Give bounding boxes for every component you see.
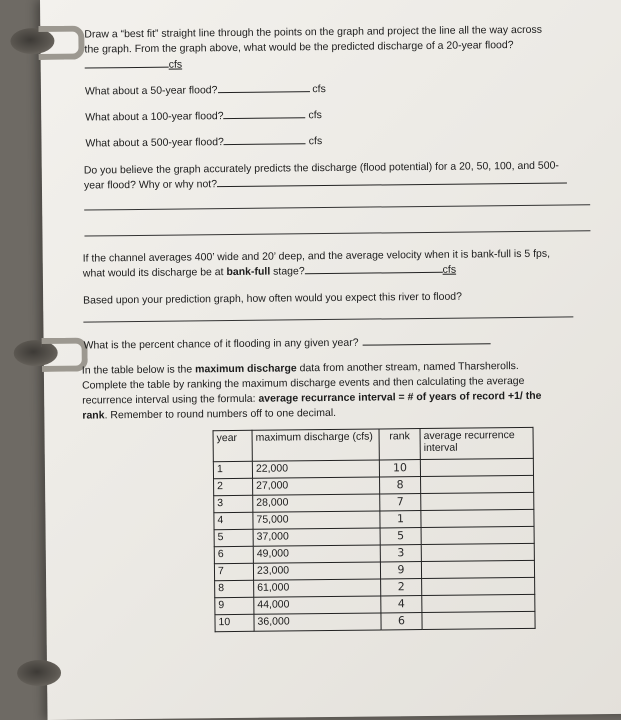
q100-label: What about a 100-year flood? [85, 110, 224, 124]
cell-interval[interactable] [421, 475, 534, 493]
cell-rank[interactable]: 8 [380, 477, 421, 494]
intro-l4-bold: rank [82, 409, 105, 422]
q1-unit: cfs [168, 58, 183, 71]
cell-discharge: 27,000 [253, 477, 380, 495]
channel-answer-blank[interactable] [305, 262, 443, 274]
cell-interval[interactable] [421, 526, 534, 544]
cell-rank[interactable]: 2 [381, 579, 422, 596]
cell-rank[interactable]: 6 [381, 613, 422, 630]
channel-q-pre: what would its discharge be at [82, 266, 227, 280]
binder-hole-bottom [17, 660, 61, 686]
header-year: year [213, 430, 252, 461]
q1-line1: Draw a “best fit” straight line through the points on the graph and project the line all the way across [84, 23, 542, 41]
q500-answer-blank[interactable] [224, 133, 306, 145]
cell-interval[interactable] [421, 543, 534, 561]
q100-unit: cfs [308, 109, 322, 122]
header-interval: average recurrence interval [420, 427, 533, 459]
channel-line2 [83, 262, 456, 281]
intro-line2: Complete the table by ranking the maximum discharge events and then calculating the average [81, 374, 525, 392]
cell-discharge: 28,000 [253, 494, 380, 512]
binder-ring-top [38, 26, 84, 60]
cell-year: 4 [214, 512, 253, 529]
cell-discharge: 49,000 [253, 545, 380, 563]
cell-rank[interactable]: 4 [381, 596, 422, 613]
cell-rank[interactable]: 7 [380, 494, 421, 511]
cell-discharge: 23,000 [253, 562, 380, 580]
q50-row [85, 81, 326, 99]
q100-answer-blank[interactable] [223, 107, 305, 119]
intro-l4-post: . Remember to round numbers off to one decimal. [104, 406, 337, 422]
cell-discharge: 44,000 [254, 596, 381, 614]
header-discharge: maximum discharge (cfs) [252, 429, 379, 461]
cell-rank[interactable]: 9 [380, 562, 421, 579]
cell-interval[interactable] [422, 611, 535, 629]
intro-line4 [82, 406, 336, 423]
cell-year: 1 [213, 461, 252, 478]
table-header-row [213, 427, 533, 461]
q50-unit: cfs [312, 83, 326, 96]
channel-unit: cfs [442, 263, 457, 276]
q500-label: What about a 500-year flood? [85, 136, 224, 150]
channel-q-bold: bank-full [226, 265, 271, 279]
q500-unit: cfs [308, 135, 323, 148]
channel-line1: If the channel averages 400’ wide and 20’ deep, and the average velocity when it is bank-full is 5 fps, [82, 247, 551, 265]
cell-rank[interactable]: 1 [380, 511, 421, 528]
believe-answer-blank[interactable] [217, 172, 567, 187]
cell-discharge: 36,000 [254, 613, 381, 631]
q500-row [85, 133, 322, 150]
channel-q-post: stage? [270, 265, 305, 278]
believe-question: year flood? Why or why not? [83, 178, 218, 192]
q1-answer-blank[interactable] [85, 57, 169, 69]
percent-row [84, 333, 491, 352]
q50-label: What about a 50-year flood? [84, 84, 218, 98]
cell-rank[interactable]: 3 [380, 545, 421, 562]
intro-l1-pre: In the table below is the [81, 363, 196, 377]
cell-year: 9 [215, 597, 254, 614]
cell-discharge: 75,000 [253, 511, 380, 529]
cell-discharge: 37,000 [253, 528, 380, 546]
cell-year: 7 [214, 563, 253, 580]
cell-interval[interactable] [422, 577, 535, 595]
cell-interval[interactable] [421, 509, 534, 527]
cell-rank[interactable]: 5 [380, 528, 421, 545]
cell-year: 3 [214, 495, 253, 512]
cell-rank[interactable]: 10 [379, 460, 420, 477]
table-row [215, 611, 535, 631]
header-rank: rank [379, 429, 420, 460]
cell-discharge: 22,000 [252, 460, 379, 478]
percent-answer-blank[interactable] [362, 333, 490, 345]
q100-row [85, 107, 322, 124]
believe-answer-line-3[interactable] [84, 230, 590, 236]
intro-l3-pre: recurrence interval using the formula: [82, 392, 259, 407]
worksheet-page [40, 0, 621, 720]
cell-discharge: 61,000 [254, 579, 381, 597]
intro-l1-post: data from another stream, named Tharsherolls. [296, 360, 519, 375]
believe-answer-line-2[interactable] [84, 204, 590, 210]
intro-l1-bold: maximum discharge [195, 362, 297, 376]
cell-interval[interactable] [422, 594, 535, 612]
q1-line2: the graph. From the graph above, what would be the predicted discharge of a 20-year flood? [84, 39, 514, 56]
q50-answer-blank[interactable] [217, 81, 309, 93]
predict-question: Based upon your prediction graph, how often would you expect this river to flood? [83, 290, 463, 307]
discharge-table [213, 427, 536, 632]
cell-year: 5 [214, 529, 253, 546]
cell-interval[interactable] [421, 560, 534, 578]
cell-year: 2 [214, 478, 253, 495]
believe-line1: Do you believe the graph accurately predicts the discharge (flood potential) for a 20, 50, 100, and 500- [83, 159, 559, 177]
cell-interval[interactable] [421, 492, 534, 510]
q1-answer [85, 57, 183, 73]
cell-year: 8 [215, 580, 254, 597]
intro-l3-bold: average recurrance interval = # of years of record +1/ the [258, 389, 542, 405]
predict-answer-line[interactable] [83, 316, 573, 322]
cell-interval[interactable] [420, 458, 533, 476]
percent-question: What is the percent chance of it flooding in any given year? [83, 336, 359, 352]
cell-year: 10 [215, 614, 254, 631]
cell-year: 6 [214, 546, 253, 563]
